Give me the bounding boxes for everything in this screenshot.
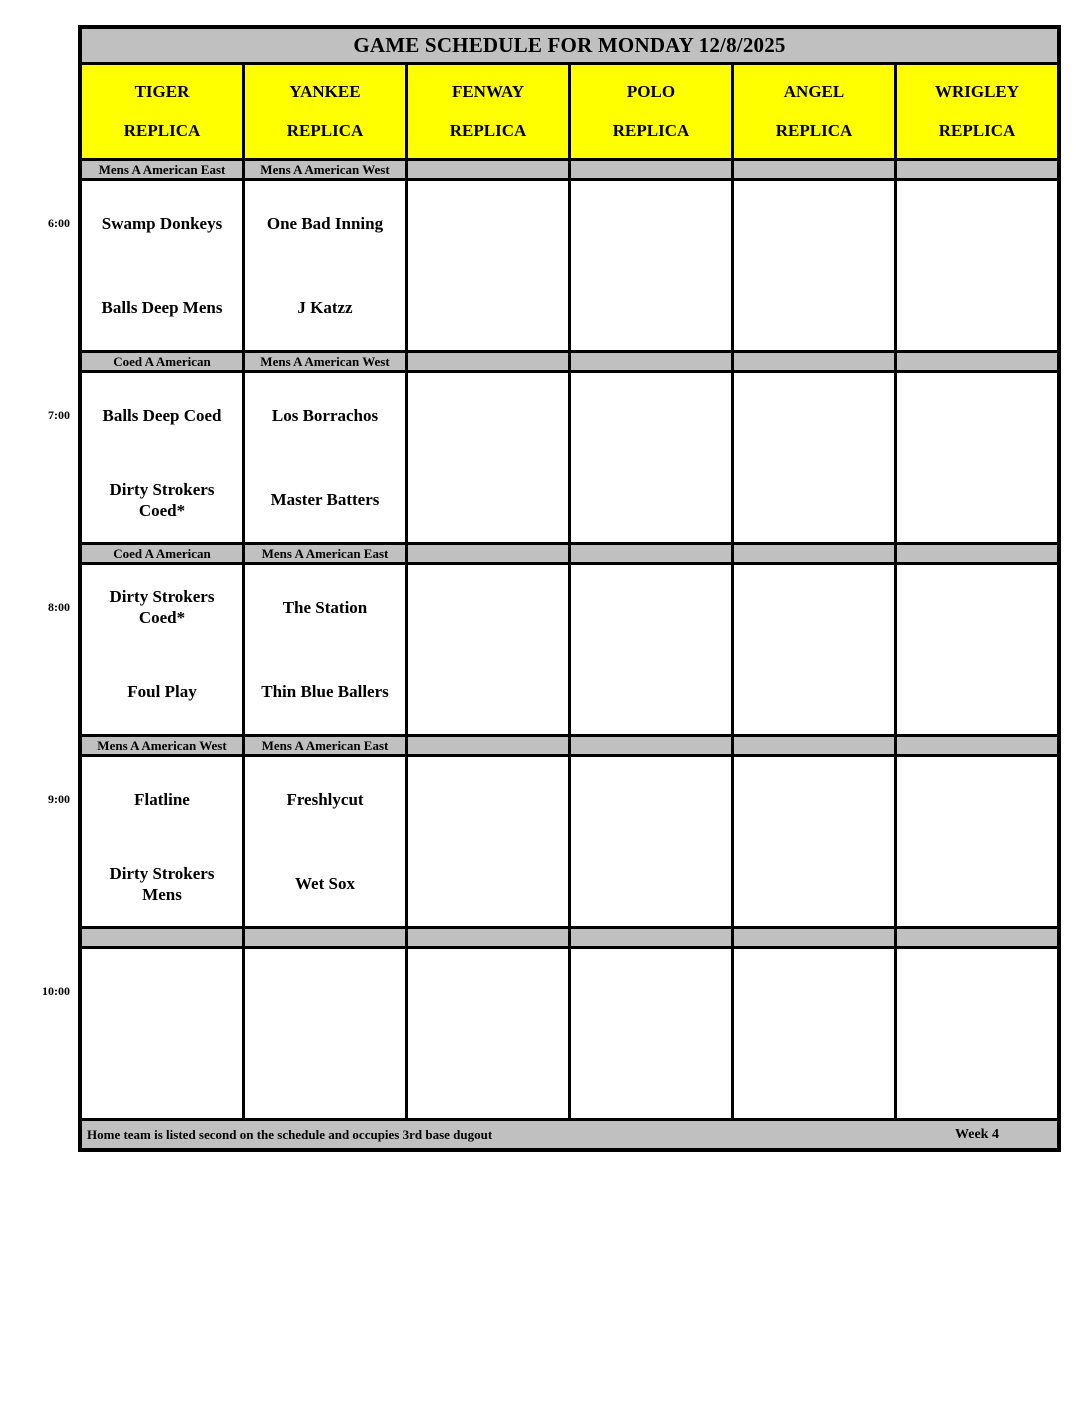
division-label xyxy=(571,737,731,754)
away-team: Los Borrachos xyxy=(271,405,379,425)
division-label xyxy=(408,353,568,370)
footer-note: Home team is listed second on the schedule and occupies 3rd base dugout xyxy=(87,1126,493,1142)
schedule-table xyxy=(78,25,1061,1152)
away-team: Balls Deep Coed xyxy=(102,405,222,425)
home-team: Master Batters xyxy=(270,490,380,510)
away-team xyxy=(408,181,568,266)
division-label xyxy=(734,353,894,370)
division-label xyxy=(897,737,1057,754)
field-sub: REPLICA xyxy=(612,121,690,140)
home-team xyxy=(734,1034,894,1119)
game-cell xyxy=(245,757,405,926)
field-header-tiger xyxy=(82,65,242,158)
home-team xyxy=(571,458,731,543)
away-team xyxy=(245,949,405,1034)
home-team xyxy=(408,650,568,735)
home-team xyxy=(897,266,1057,351)
game-cell xyxy=(571,373,731,542)
field-sub: REPLICA xyxy=(775,121,853,140)
away-team: Flatline xyxy=(134,789,190,809)
away-team: The Station xyxy=(282,597,368,617)
game-cell xyxy=(245,373,405,542)
game-cell xyxy=(408,181,568,350)
time-label: 9:00 xyxy=(48,792,70,806)
game-cell xyxy=(82,949,242,1118)
division-label xyxy=(408,545,568,562)
away-team xyxy=(408,949,568,1034)
away-team: Dirty Strokers Coed* xyxy=(109,587,215,628)
home-team xyxy=(734,650,894,735)
home-team: Thin Blue Ballers xyxy=(261,682,389,702)
away-team xyxy=(82,949,242,1034)
away-team xyxy=(897,181,1057,266)
game-cell xyxy=(82,181,242,350)
game-cell xyxy=(245,181,405,350)
field-header-yankee xyxy=(245,65,405,158)
game-cell xyxy=(897,949,1057,1118)
home-team xyxy=(897,1034,1057,1119)
field-name: POLO xyxy=(626,82,676,101)
away-team xyxy=(408,373,568,458)
division-label: Mens A American West xyxy=(245,353,405,370)
home-team xyxy=(571,266,731,351)
away-team xyxy=(897,757,1057,842)
game-cell xyxy=(897,757,1057,926)
division-label xyxy=(408,161,568,178)
game-cell xyxy=(734,949,894,1118)
game-cell xyxy=(571,565,731,734)
away-team: One Bad Inning xyxy=(266,213,384,233)
game-cell xyxy=(245,565,405,734)
game-cell xyxy=(408,757,568,926)
game-cell xyxy=(82,757,242,926)
field-sub: REPLICA xyxy=(938,121,1016,140)
away-team xyxy=(571,181,731,266)
home-team xyxy=(408,458,568,543)
game-cell xyxy=(82,373,242,542)
home-team xyxy=(734,266,894,351)
away-team xyxy=(734,373,894,458)
home-team xyxy=(571,650,731,735)
field-sub: REPLICA xyxy=(123,121,201,140)
home-team: Foul Play xyxy=(127,682,197,702)
home-team: Dirty Strokers Coed* xyxy=(109,479,215,520)
away-team xyxy=(734,757,894,842)
away-team xyxy=(408,565,568,650)
game-cell xyxy=(408,373,568,542)
division-label xyxy=(734,929,894,946)
away-team xyxy=(408,757,568,842)
division-label xyxy=(245,929,405,946)
home-team xyxy=(734,842,894,927)
time-label: 10:00 xyxy=(42,984,70,998)
game-cell xyxy=(245,949,405,1118)
game-cell xyxy=(734,181,894,350)
field-header-angel xyxy=(734,65,894,158)
field-sub: REPLICA xyxy=(449,121,527,140)
home-team xyxy=(245,1034,405,1119)
division-label: Coed A American xyxy=(82,545,242,562)
division-label: Coed A American xyxy=(82,353,242,370)
away-team xyxy=(734,565,894,650)
game-cell xyxy=(734,757,894,926)
field-sub: REPLICA xyxy=(286,121,364,140)
division-label xyxy=(897,161,1057,178)
game-cell xyxy=(897,181,1057,350)
home-team xyxy=(897,458,1057,543)
game-cell xyxy=(897,373,1057,542)
home-team xyxy=(734,458,894,543)
week-label: Week 4 xyxy=(955,1126,999,1142)
game-cell xyxy=(897,565,1057,734)
field-name: TIGER xyxy=(134,82,190,101)
time-label: 7:00 xyxy=(48,408,70,422)
division-label: Mens A American West xyxy=(82,737,242,754)
division-label xyxy=(571,161,731,178)
home-team xyxy=(571,1034,731,1119)
home-team xyxy=(408,266,568,351)
division-label xyxy=(897,545,1057,562)
page-title: GAME SCHEDULE FOR MONDAY 12/8/2025 xyxy=(82,29,1057,62)
division-label xyxy=(734,545,894,562)
division-label xyxy=(571,929,731,946)
away-team: Freshlycut xyxy=(286,789,364,809)
game-cell xyxy=(408,565,568,734)
division-label xyxy=(82,929,242,946)
division-label xyxy=(734,737,894,754)
home-team: J Katzz xyxy=(297,298,353,318)
game-cell xyxy=(734,373,894,542)
field-name: WRIGLEY xyxy=(934,82,1020,101)
game-cell xyxy=(571,181,731,350)
home-team xyxy=(897,842,1057,927)
division-label xyxy=(408,929,568,946)
away-team xyxy=(897,949,1057,1034)
away-team xyxy=(571,373,731,458)
away-team xyxy=(734,949,894,1034)
away-team xyxy=(897,565,1057,650)
field-header-polo xyxy=(571,65,731,158)
division-label: Mens A American East xyxy=(245,737,405,754)
footer-bar xyxy=(82,1121,1057,1148)
time-label: 6:00 xyxy=(48,216,70,230)
field-name: YANKEE xyxy=(289,82,361,101)
division-label: Mens A American East xyxy=(245,545,405,562)
home-team: Balls Deep Mens xyxy=(101,298,223,318)
division-label xyxy=(408,737,568,754)
time-label: 8:00 xyxy=(48,600,70,614)
away-team xyxy=(571,757,731,842)
game-cell xyxy=(571,757,731,926)
game-cell xyxy=(82,565,242,734)
away-team xyxy=(897,373,1057,458)
field-name: FENWAY xyxy=(451,82,525,101)
division-label xyxy=(571,545,731,562)
home-team: Dirty Strokers Mens xyxy=(109,863,215,904)
away-team xyxy=(571,949,731,1034)
division-label xyxy=(897,929,1057,946)
game-cell xyxy=(408,949,568,1118)
division-label: Mens A American East xyxy=(82,161,242,178)
home-team xyxy=(897,650,1057,735)
away-team: Swamp Donkeys xyxy=(101,213,223,233)
away-team xyxy=(734,181,894,266)
home-team xyxy=(571,842,731,927)
game-cell xyxy=(571,949,731,1118)
game-cell xyxy=(734,565,894,734)
field-header-fenway xyxy=(408,65,568,158)
time-gutter xyxy=(0,0,70,1408)
division-label xyxy=(897,353,1057,370)
division-label xyxy=(571,353,731,370)
home-team xyxy=(82,1034,242,1119)
away-team xyxy=(571,565,731,650)
field-header-wrigley xyxy=(897,65,1057,158)
home-team xyxy=(408,842,568,927)
home-team xyxy=(408,1034,568,1119)
field-name: ANGEL xyxy=(783,82,845,101)
division-label xyxy=(734,161,894,178)
home-team: Wet Sox xyxy=(295,874,355,894)
division-label: Mens A American West xyxy=(245,161,405,178)
